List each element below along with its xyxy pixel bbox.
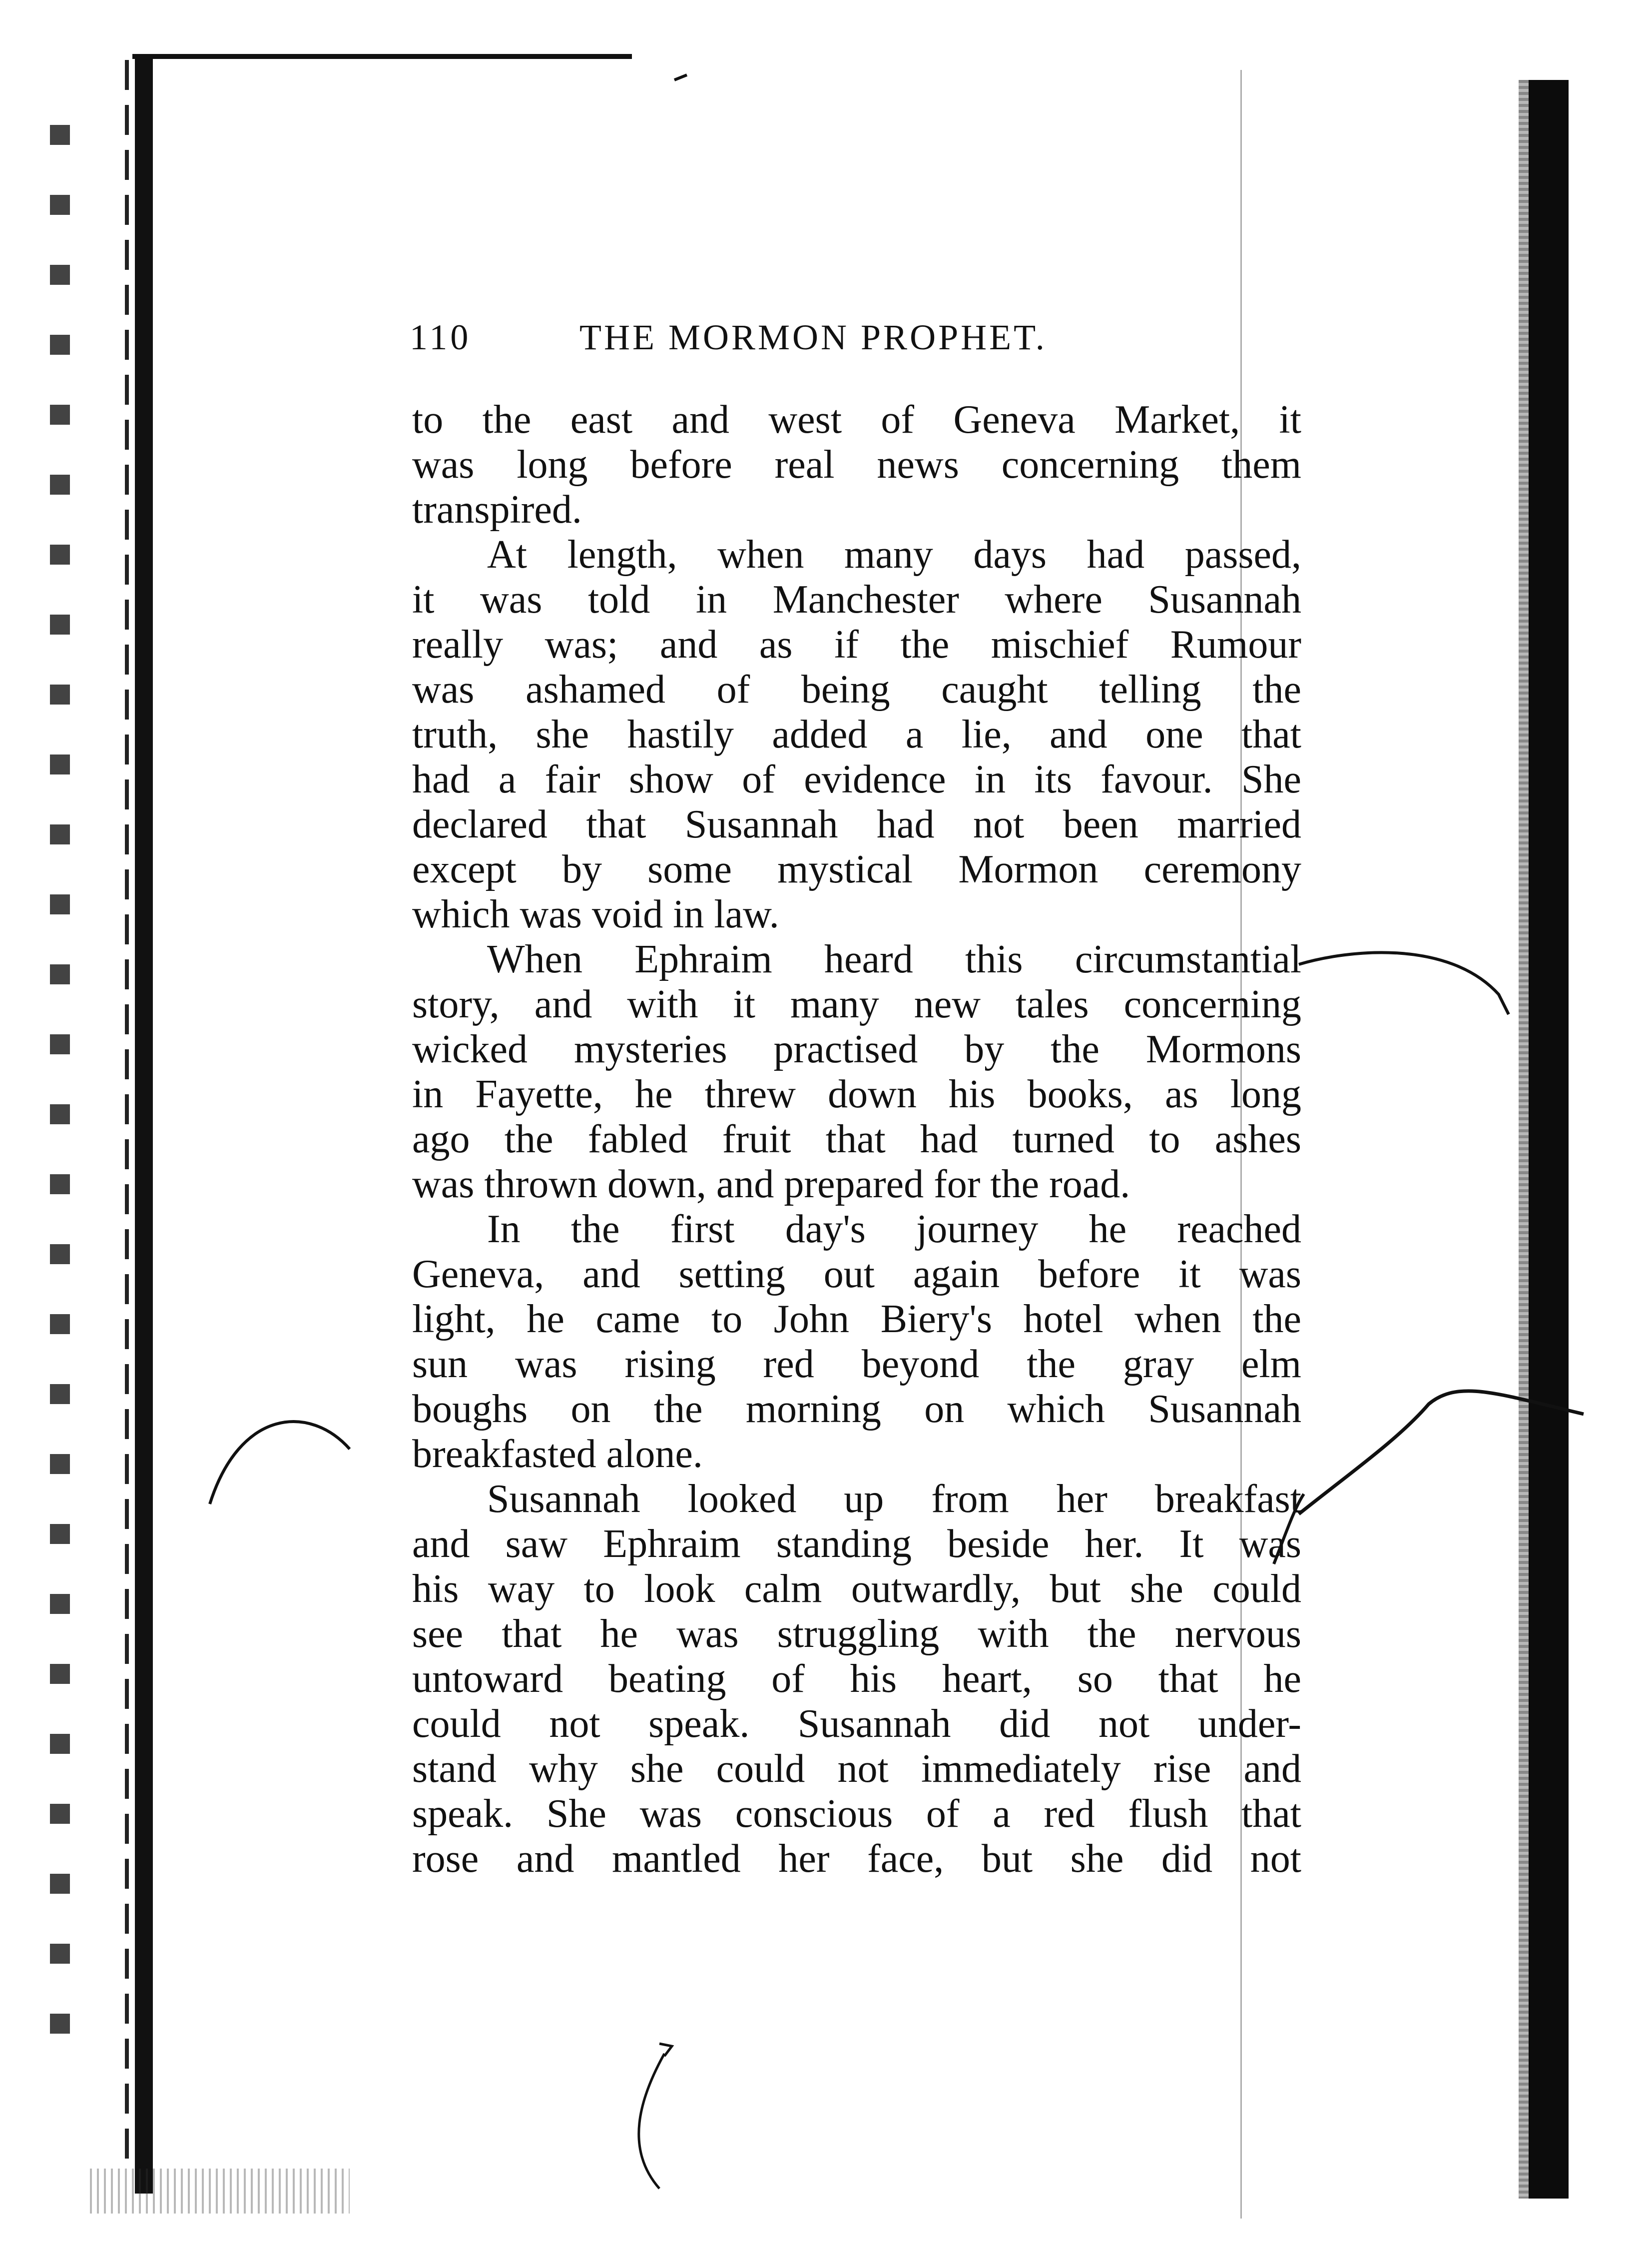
text-line: ago the fabled fruit that had turned to ashes xyxy=(412,1117,1301,1161)
text-line: truth, she hastily added a lie, and one that xyxy=(412,713,1301,756)
text-line: stand why she could not immediately rise and xyxy=(412,1747,1301,1791)
text-line: was thrown down, and prepared for the road. xyxy=(412,1162,1130,1206)
text-line: untoward beating of his heart, so that he xyxy=(412,1657,1301,1701)
text-line: sun was rising red beyond the gray elm xyxy=(412,1342,1301,1386)
text-line: rose and mantled her face, but she did not xyxy=(412,1837,1301,1881)
text-line: had a fair show of evidence in its favour. She xyxy=(412,757,1301,801)
text-line: When Ephraim heard this circumstantial xyxy=(487,937,1301,981)
text-line: and saw Ephraim standing beside her. It was xyxy=(412,1522,1301,1566)
text-line: except by some mystical Mormon ceremony xyxy=(412,847,1301,891)
pen-stroke xyxy=(210,1422,350,1504)
pen-stroke xyxy=(1299,952,1509,1014)
text-line: speak. She was conscious of a red flush that xyxy=(412,1792,1301,1836)
pen-stroke xyxy=(1299,1391,1584,1514)
text-line: At length, when many days had passed, xyxy=(487,533,1301,577)
text-line: really was; and as if the mischief Rumour xyxy=(412,623,1301,667)
text-line: Susannah looked up from her breakfast xyxy=(487,1477,1301,1521)
text-line: was ashamed of being caught telling the xyxy=(412,668,1301,712)
pen-stroke xyxy=(674,75,687,80)
text-line: which was void in law. xyxy=(412,892,779,936)
pen-stroke xyxy=(659,2044,672,2056)
page-number: 110 xyxy=(410,317,472,357)
body-text xyxy=(412,397,1301,1881)
text-line: it was told in Manchester where Susannah xyxy=(412,578,1301,622)
text-line: boughs on the morning on which Susannah xyxy=(412,1387,1301,1431)
text-line: see that he was struggling with the nervous xyxy=(412,1612,1301,1656)
text-line: could not speak. Susannah did not under- xyxy=(412,1702,1301,1746)
text-line: wicked mysteries practised by the Mormons xyxy=(412,1027,1301,1071)
text-line: light, he came to John Biery's hotel when the xyxy=(412,1297,1301,1341)
page-header xyxy=(410,310,1299,365)
pen-stroke xyxy=(639,2054,664,2189)
running-head: THE MORMON PROPHET. xyxy=(579,317,1047,357)
text-line: in Fayette, he threw down his books, as long xyxy=(412,1072,1301,1116)
text-line: breakfasted alone. xyxy=(412,1432,703,1476)
text-line: Geneva, and setting out again before it was xyxy=(412,1252,1301,1296)
text-line: his way to look calm outwardly, but she could xyxy=(412,1567,1301,1611)
text-line: declared that Susannah had not been married xyxy=(412,802,1301,846)
text-line: transpired. xyxy=(412,488,582,532)
text-line: to the east and west of Geneva Market, it xyxy=(412,398,1301,442)
text-line: story, and with it many new tales concerning xyxy=(412,982,1301,1026)
text-line: In the first day's journey he reached xyxy=(487,1207,1301,1251)
text-line: was long before real news concerning them xyxy=(412,443,1301,487)
